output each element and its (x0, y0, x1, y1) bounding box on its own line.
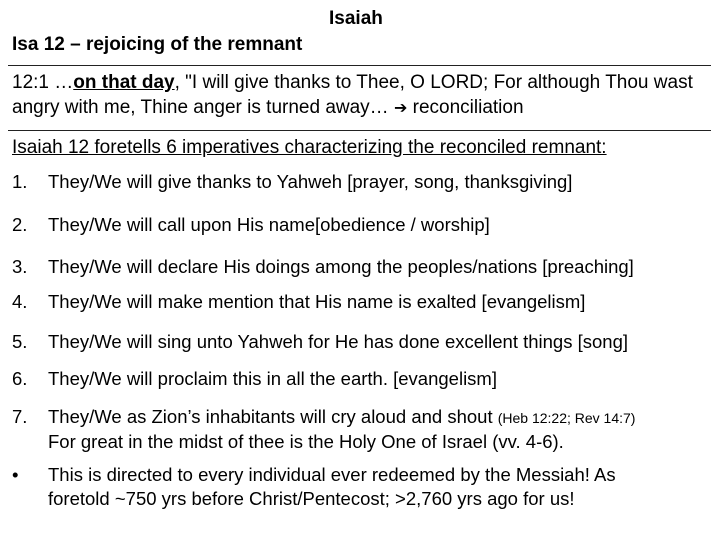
list-marker: 7. (12, 406, 28, 427)
verse-text: , "I will give thanks to Thee, O LORD; For although Thou wast angry with me, Thine anger is turned away… (12, 72, 693, 118)
list-item-line1: This is directed to every individual ever redeemed by the Messiah! As (48, 464, 616, 485)
list-item-text: They/We will proclaim this in all the earth. [evangelism] (48, 368, 497, 389)
slide-subtitle: Isa 12 – rejoicing of the remnant (12, 34, 303, 55)
list-marker: 3. (12, 256, 28, 277)
middle-divider (8, 130, 711, 131)
verse-quote (12, 70, 712, 121)
list-item-text: They/We will make mention that His name is exalted [evangelism] (48, 291, 586, 312)
list-item-text: They/We will declare His doings among the peoples/nations [preaching] (48, 256, 634, 277)
list-item-line2: foretold ~750 yrs before Christ/Pentecost; >2,760 yrs ago for us! (48, 488, 575, 509)
imperatives-intro: Isaiah 12 foretells 6 imperatives characterizing the reconciled remnant: (12, 137, 607, 158)
list-item-text: They/We will call upon His name[obedience / worship] (48, 214, 490, 235)
list-marker: 6. (12, 368, 28, 389)
list-marker: 2. (12, 214, 28, 235)
list-marker: 4. (12, 291, 28, 312)
list-item-text (48, 463, 718, 511)
top-divider (8, 65, 711, 66)
verse-reference: 12:1 … (12, 72, 74, 93)
verse-emphasis: on that day (73, 72, 175, 93)
scripture-references: (Heb 12:22; Rev 14:7) (497, 410, 636, 426)
list-item-line2: For great in the midst of thee is the Holy One of Israel (vv. 4-6). (48, 431, 564, 452)
bullet-marker: • (12, 464, 19, 485)
list-item-line1: They/We as Zion’s inhabitants will cry aloud and shout (48, 406, 498, 427)
right-arrow-icon: ➔ (393, 100, 408, 117)
list-marker: 5. (12, 331, 28, 352)
list-item-text: They/We will give thanks to Yahweh [prayer, song, thanksgiving] (48, 171, 573, 192)
slide-title: Isaiah (329, 8, 383, 29)
list-item-text (48, 405, 718, 454)
list-item-text: They/We will sing unto Yahweh for He has done excellent things [song] (48, 331, 629, 352)
verse-tail: reconciliation (407, 97, 524, 118)
list-marker: 1. (12, 171, 28, 192)
